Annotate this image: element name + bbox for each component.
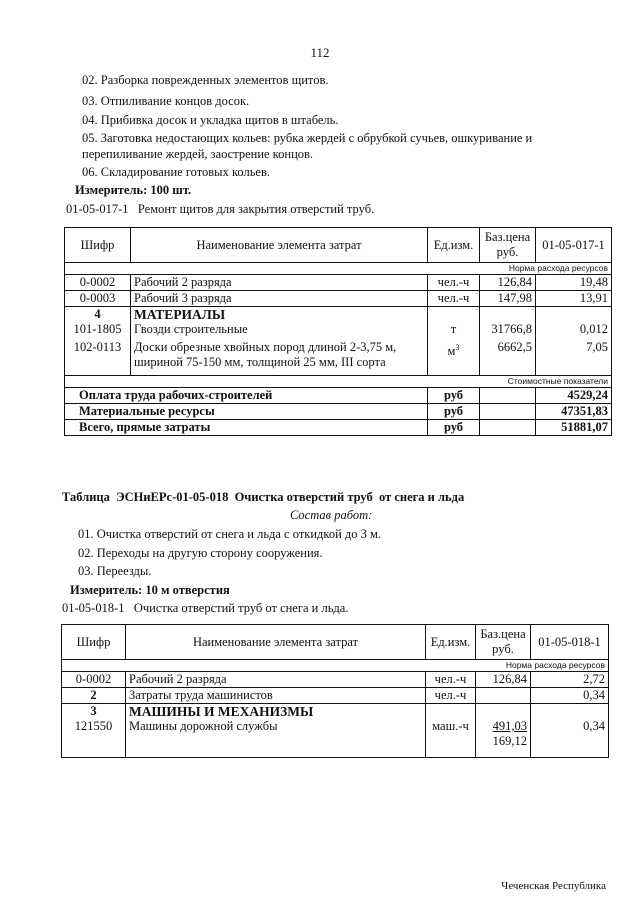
measure-unit: Измеритель: 100 шт. — [75, 183, 192, 197]
cell-unit: чел.-ч — [428, 275, 480, 291]
cell-code: 121550 — [62, 719, 126, 757]
table-row — [65, 275, 612, 291]
cell-value: 19,48 — [536, 275, 612, 291]
cell-name-line: шириной 75-150 мм, толщиной 25 мм, III сорта — [134, 355, 386, 369]
cell-unit: маш.-ч — [426, 719, 476, 757]
work-item: 02. Разборка поврежденных элементов щитов. — [82, 73, 329, 87]
cell-code: 102-0113 — [65, 337, 131, 375]
cell-value: 0,34 — [531, 688, 609, 704]
section-number: 4 — [65, 307, 131, 323]
header-unit: Ед.изм. — [426, 625, 476, 660]
header-unit: Ед.изм. — [428, 228, 480, 263]
total-value: 4529,24 — [536, 387, 612, 403]
cell-name — [131, 337, 428, 375]
header-norm-code: 01-05-017-1 — [536, 228, 612, 263]
section-title: МАТЕРИАЛЫ — [131, 307, 428, 323]
work-item: 01. Очистка отверстий от снега и льда с откидкой до 3 м. — [78, 527, 382, 541]
norm-label: Норма расхода ресурсов — [62, 660, 609, 672]
total-name: Всего, прямые затраты — [65, 419, 428, 435]
cost-label: Стоимостные показатели — [65, 375, 612, 387]
price-line: 491,03 — [492, 719, 527, 733]
price-line: 169,12 — [492, 734, 527, 748]
table-row — [65, 322, 612, 337]
header-code: Шифр — [65, 228, 131, 263]
page-number: 112 — [310, 45, 330, 60]
cell-unit — [428, 337, 480, 375]
resource-table-1 — [64, 227, 612, 436]
header-norm-code: 01-05-018-1 — [531, 625, 609, 660]
section-number: 3 — [62, 704, 126, 720]
total-row — [65, 419, 612, 435]
table-title: Таблица ЭСНиЕРс-01-05-018 Очистка отверстий труб от снега и льда — [62, 490, 465, 504]
cell-unit: чел.-ч — [428, 291, 480, 307]
cell-price: 147,98 — [480, 291, 536, 307]
total-name: Материальные ресурсы — [65, 403, 428, 419]
resource-table-2 — [61, 624, 609, 758]
section-row — [65, 307, 612, 323]
total-unit: руб — [428, 387, 480, 403]
composition-label: Состав работ: — [290, 508, 373, 522]
cell-name-line: Доски обрезные хвойных пород длиной 2-3,75 м, — [134, 340, 397, 354]
unit-text: м — [447, 344, 456, 359]
total-value: 51881,07 — [536, 419, 612, 435]
work-item: 05. Заготовка недостающих кольев: рубка жердей с обрубкой сучьев, ошкуривание и — [82, 131, 533, 145]
cell-name: Рабочий 2 разряда — [126, 672, 426, 688]
section-title: МАШИНЫ И МЕХАНИЗМЫ — [126, 704, 426, 720]
cell-code: 0-0003 — [65, 291, 131, 307]
table-row — [62, 688, 609, 704]
cell-unit: чел.-ч — [426, 672, 476, 688]
cell-value: 13,91 — [536, 291, 612, 307]
total-row — [65, 387, 612, 403]
cell-unit: чел.-ч — [426, 688, 476, 704]
work-item: перепиливание жердей, заострение концов. — [82, 147, 314, 161]
measure-unit: Измеритель: 10 м отверстия — [70, 583, 230, 597]
work-item: 06. Складирование готовых кольев. — [82, 165, 270, 179]
cell-value: 2,72 — [531, 672, 609, 688]
header-name: Наименование элемента затрат — [131, 228, 428, 263]
cell-unit: т — [428, 322, 480, 337]
header-price: Баз.цена руб. — [476, 625, 531, 660]
table-row — [65, 291, 612, 307]
table-row — [62, 719, 609, 757]
cell-code: 0-0002 — [65, 275, 131, 291]
cell-value: 0,012 — [536, 322, 612, 337]
footer-region: Чеченская Республика — [501, 880, 606, 892]
cell-price: 126,84 — [480, 275, 536, 291]
cell-price: 31766,8 — [480, 322, 536, 337]
cell-price: 6662,5 — [480, 337, 536, 375]
header-price: Баз.цена руб. — [480, 228, 536, 263]
header-code: Шифр — [62, 625, 126, 660]
code-line: 01-05-018-1 Очистка отверстий труб от снега и льда. — [62, 601, 349, 615]
total-name: Оплата труда рабочих-строителей — [65, 387, 428, 403]
unit-sup: 3 — [455, 343, 460, 352]
code-line: 01-05-017-1 Ремонт щитов для закрытия отверстий труб. — [66, 202, 375, 216]
work-item: 03. Переезды. — [78, 564, 152, 578]
header-name: Наименование элемента затрат — [126, 625, 426, 660]
cell-name: Рабочий 2 разряда — [131, 275, 428, 291]
cell-price: 126,84 — [476, 672, 531, 688]
cell-price — [476, 719, 531, 757]
cell-name: Гвозди строительные — [131, 322, 428, 337]
work-item: 03. Отпиливание концов досок. — [82, 94, 250, 108]
norm-label: Норма расхода ресурсов — [65, 263, 612, 275]
total-value: 47351,83 — [536, 403, 612, 419]
section-row — [62, 704, 609, 720]
total-unit: руб — [428, 403, 480, 419]
work-item: 04. Прибивка досок и укладка щитов в штабель. — [82, 113, 339, 127]
cell-price — [476, 688, 531, 704]
cell-code: 0-0002 — [62, 672, 126, 688]
work-item: 02. Переходы на другую сторону сооружения. — [78, 546, 323, 560]
cell-name: Затраты труда машинистов — [126, 688, 426, 704]
cell-name: Машины дорожной службы — [126, 719, 426, 757]
cell-value: 7,05 — [536, 337, 612, 375]
table-row — [62, 672, 609, 688]
total-row — [65, 403, 612, 419]
cell-value: 0,34 — [531, 719, 609, 757]
table-row — [65, 337, 612, 375]
cell-name: Рабочий 3 разряда — [131, 291, 428, 307]
total-unit: руб — [428, 419, 480, 435]
cell-code: 101-1805 — [65, 322, 131, 337]
cell-code: 2 — [62, 688, 126, 704]
